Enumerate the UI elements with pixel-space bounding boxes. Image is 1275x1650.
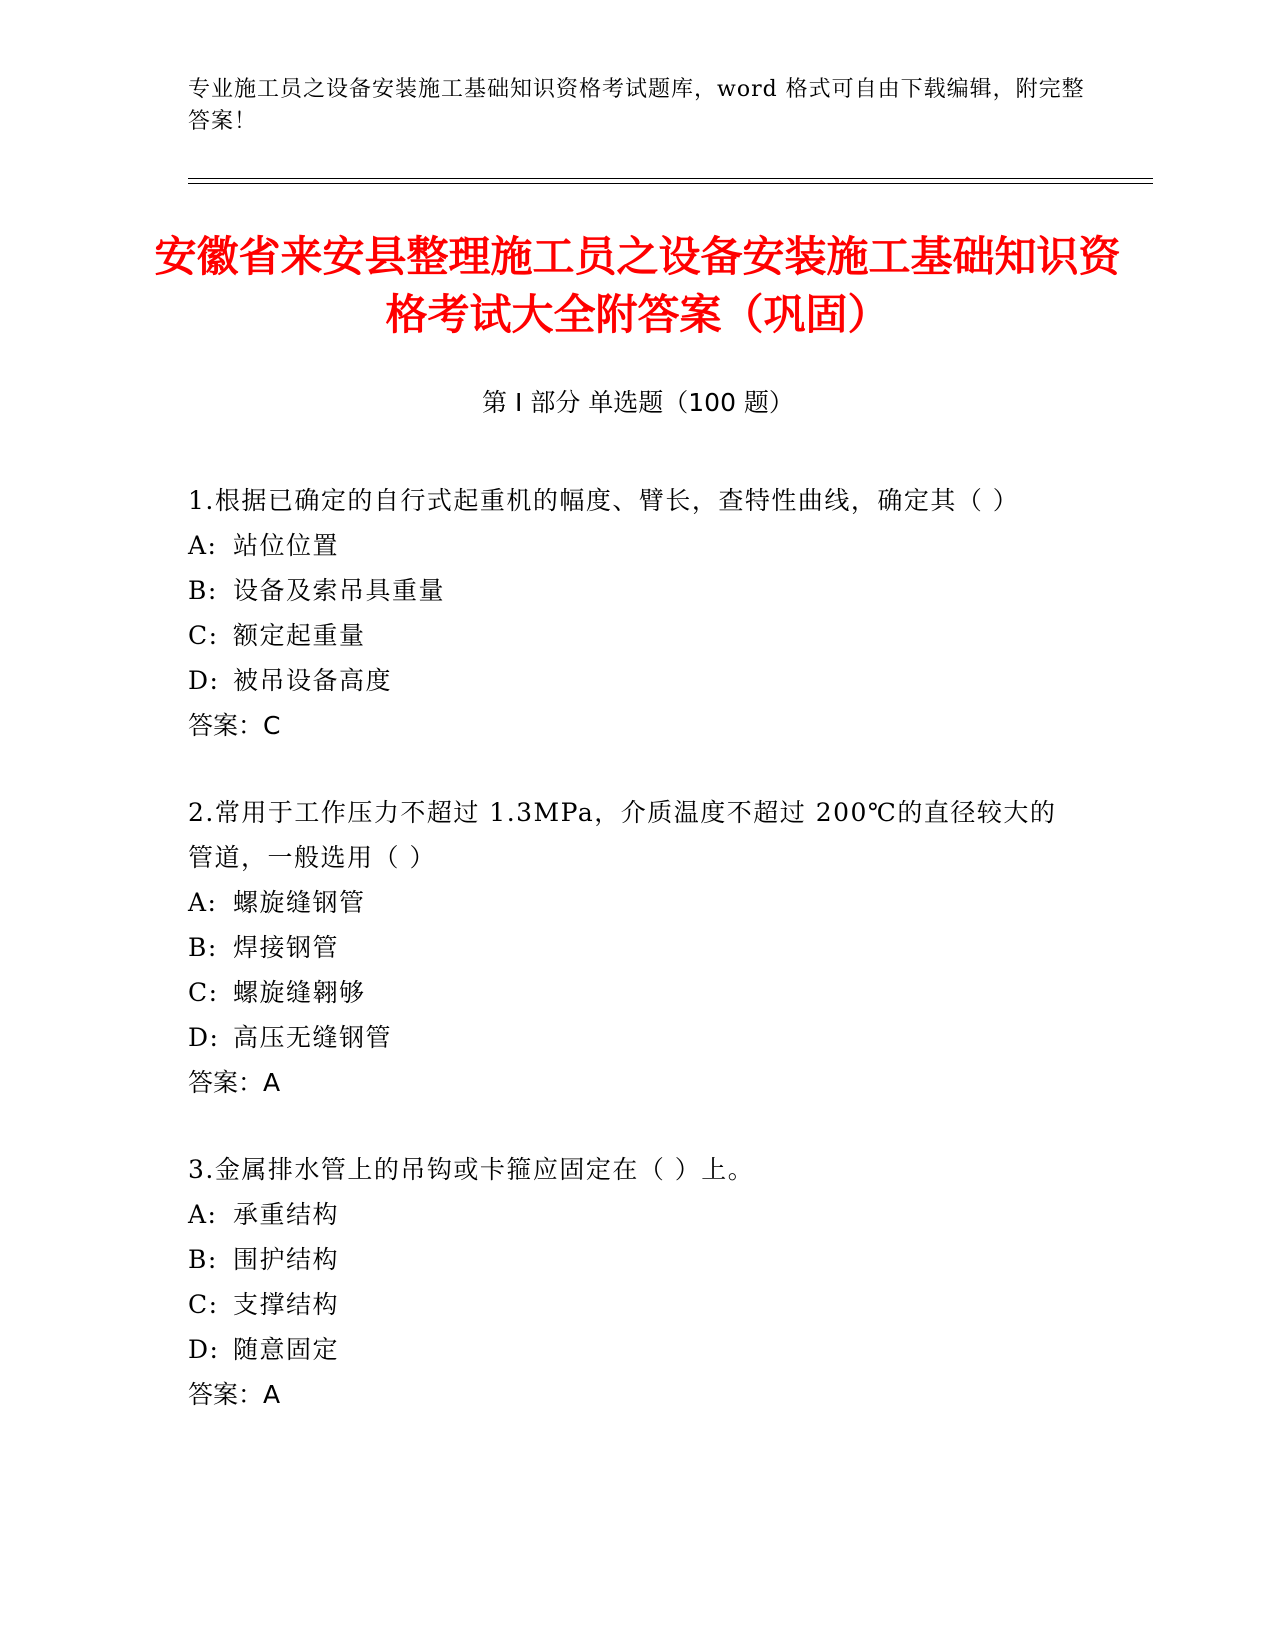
question-1: [188, 478, 1068, 748]
header-rule-bottom: [188, 183, 1153, 184]
option-text: 承重结构: [233, 1200, 340, 1229]
answer-prefix: 答案：: [188, 1380, 264, 1409]
answer-value: C: [263, 711, 281, 740]
option-text: 随意固定: [233, 1335, 340, 1364]
option-a: [188, 1192, 1068, 1237]
option-text: 螺旋缝翱够: [233, 978, 366, 1007]
question-list: [188, 478, 1068, 1459]
question-stem: 2.常用于工作压力不超过 1.3MPa，介质温度不超过 200℃的直径较大的管道，一般选用（ ）: [188, 798, 1057, 872]
option-b: [188, 925, 1068, 970]
question-stem: 3.金属排水管上的吊钩或卡箍应固定在（ ）上。: [188, 1155, 755, 1184]
option-text: 高压无缝钢管: [233, 1023, 393, 1052]
option-text: 支撑结构: [233, 1290, 340, 1319]
option-key: D:: [188, 1023, 220, 1052]
question-3: [188, 1147, 1068, 1417]
option-c: [188, 613, 1068, 658]
option-key: C:: [188, 1290, 219, 1319]
option-text: 设备及索吊具重量: [233, 576, 446, 605]
option-d: [188, 1327, 1068, 1372]
option-text: 焊接钢管: [233, 933, 340, 962]
question-stem: 1.根据已确定的自行式起重机的幅度、臂长，查特性曲线，确定其（ ）: [188, 486, 1020, 515]
document-title: 安徽省来安县整理施工员之设备安装施工基础知识资格考试大全附答案（巩固）: [154, 232, 1121, 339]
option-key: B:: [188, 933, 218, 962]
option-key: D:: [188, 1335, 220, 1364]
answer-value: A: [263, 1068, 281, 1097]
answer-line: [188, 703, 1068, 748]
option-text: 额定起重量: [233, 621, 366, 650]
option-key: B:: [188, 576, 218, 605]
option-key: C:: [188, 621, 219, 650]
answer-line: [188, 1060, 1068, 1105]
header-rule-top: [188, 178, 1153, 179]
answer-value: A: [263, 1380, 281, 1409]
option-c: [188, 1282, 1068, 1327]
option-text: 被吊设备高度: [233, 666, 393, 695]
option-d: [188, 1015, 1068, 1060]
answer-prefix: 答案：: [188, 711, 264, 740]
option-a: [188, 880, 1068, 925]
answer-prefix: 答案：: [188, 1068, 264, 1097]
option-text: 围护结构: [233, 1245, 340, 1274]
option-a: [188, 523, 1068, 568]
option-text: 螺旋缝钢管: [233, 888, 366, 917]
option-c: [188, 970, 1068, 1015]
option-text: 站位位置: [233, 531, 340, 560]
option-b: [188, 1237, 1068, 1282]
option-d: [188, 658, 1068, 703]
question-2: [188, 790, 1068, 1105]
option-key: B:: [188, 1245, 218, 1274]
header-note: 专业施工员之设备安装施工基础知识资格考试题库，word 格式可自由下载编辑，附完整答案！: [188, 77, 1085, 134]
option-key: A:: [188, 888, 218, 917]
option-key: C:: [188, 978, 219, 1007]
option-key: A:: [188, 1200, 218, 1229]
section-heading: 第 I 部分 单选题（100 题）: [482, 388, 794, 417]
option-key: A:: [188, 531, 218, 560]
option-key: D:: [188, 666, 220, 695]
option-b: [188, 568, 1068, 613]
answer-line: [188, 1372, 1068, 1417]
